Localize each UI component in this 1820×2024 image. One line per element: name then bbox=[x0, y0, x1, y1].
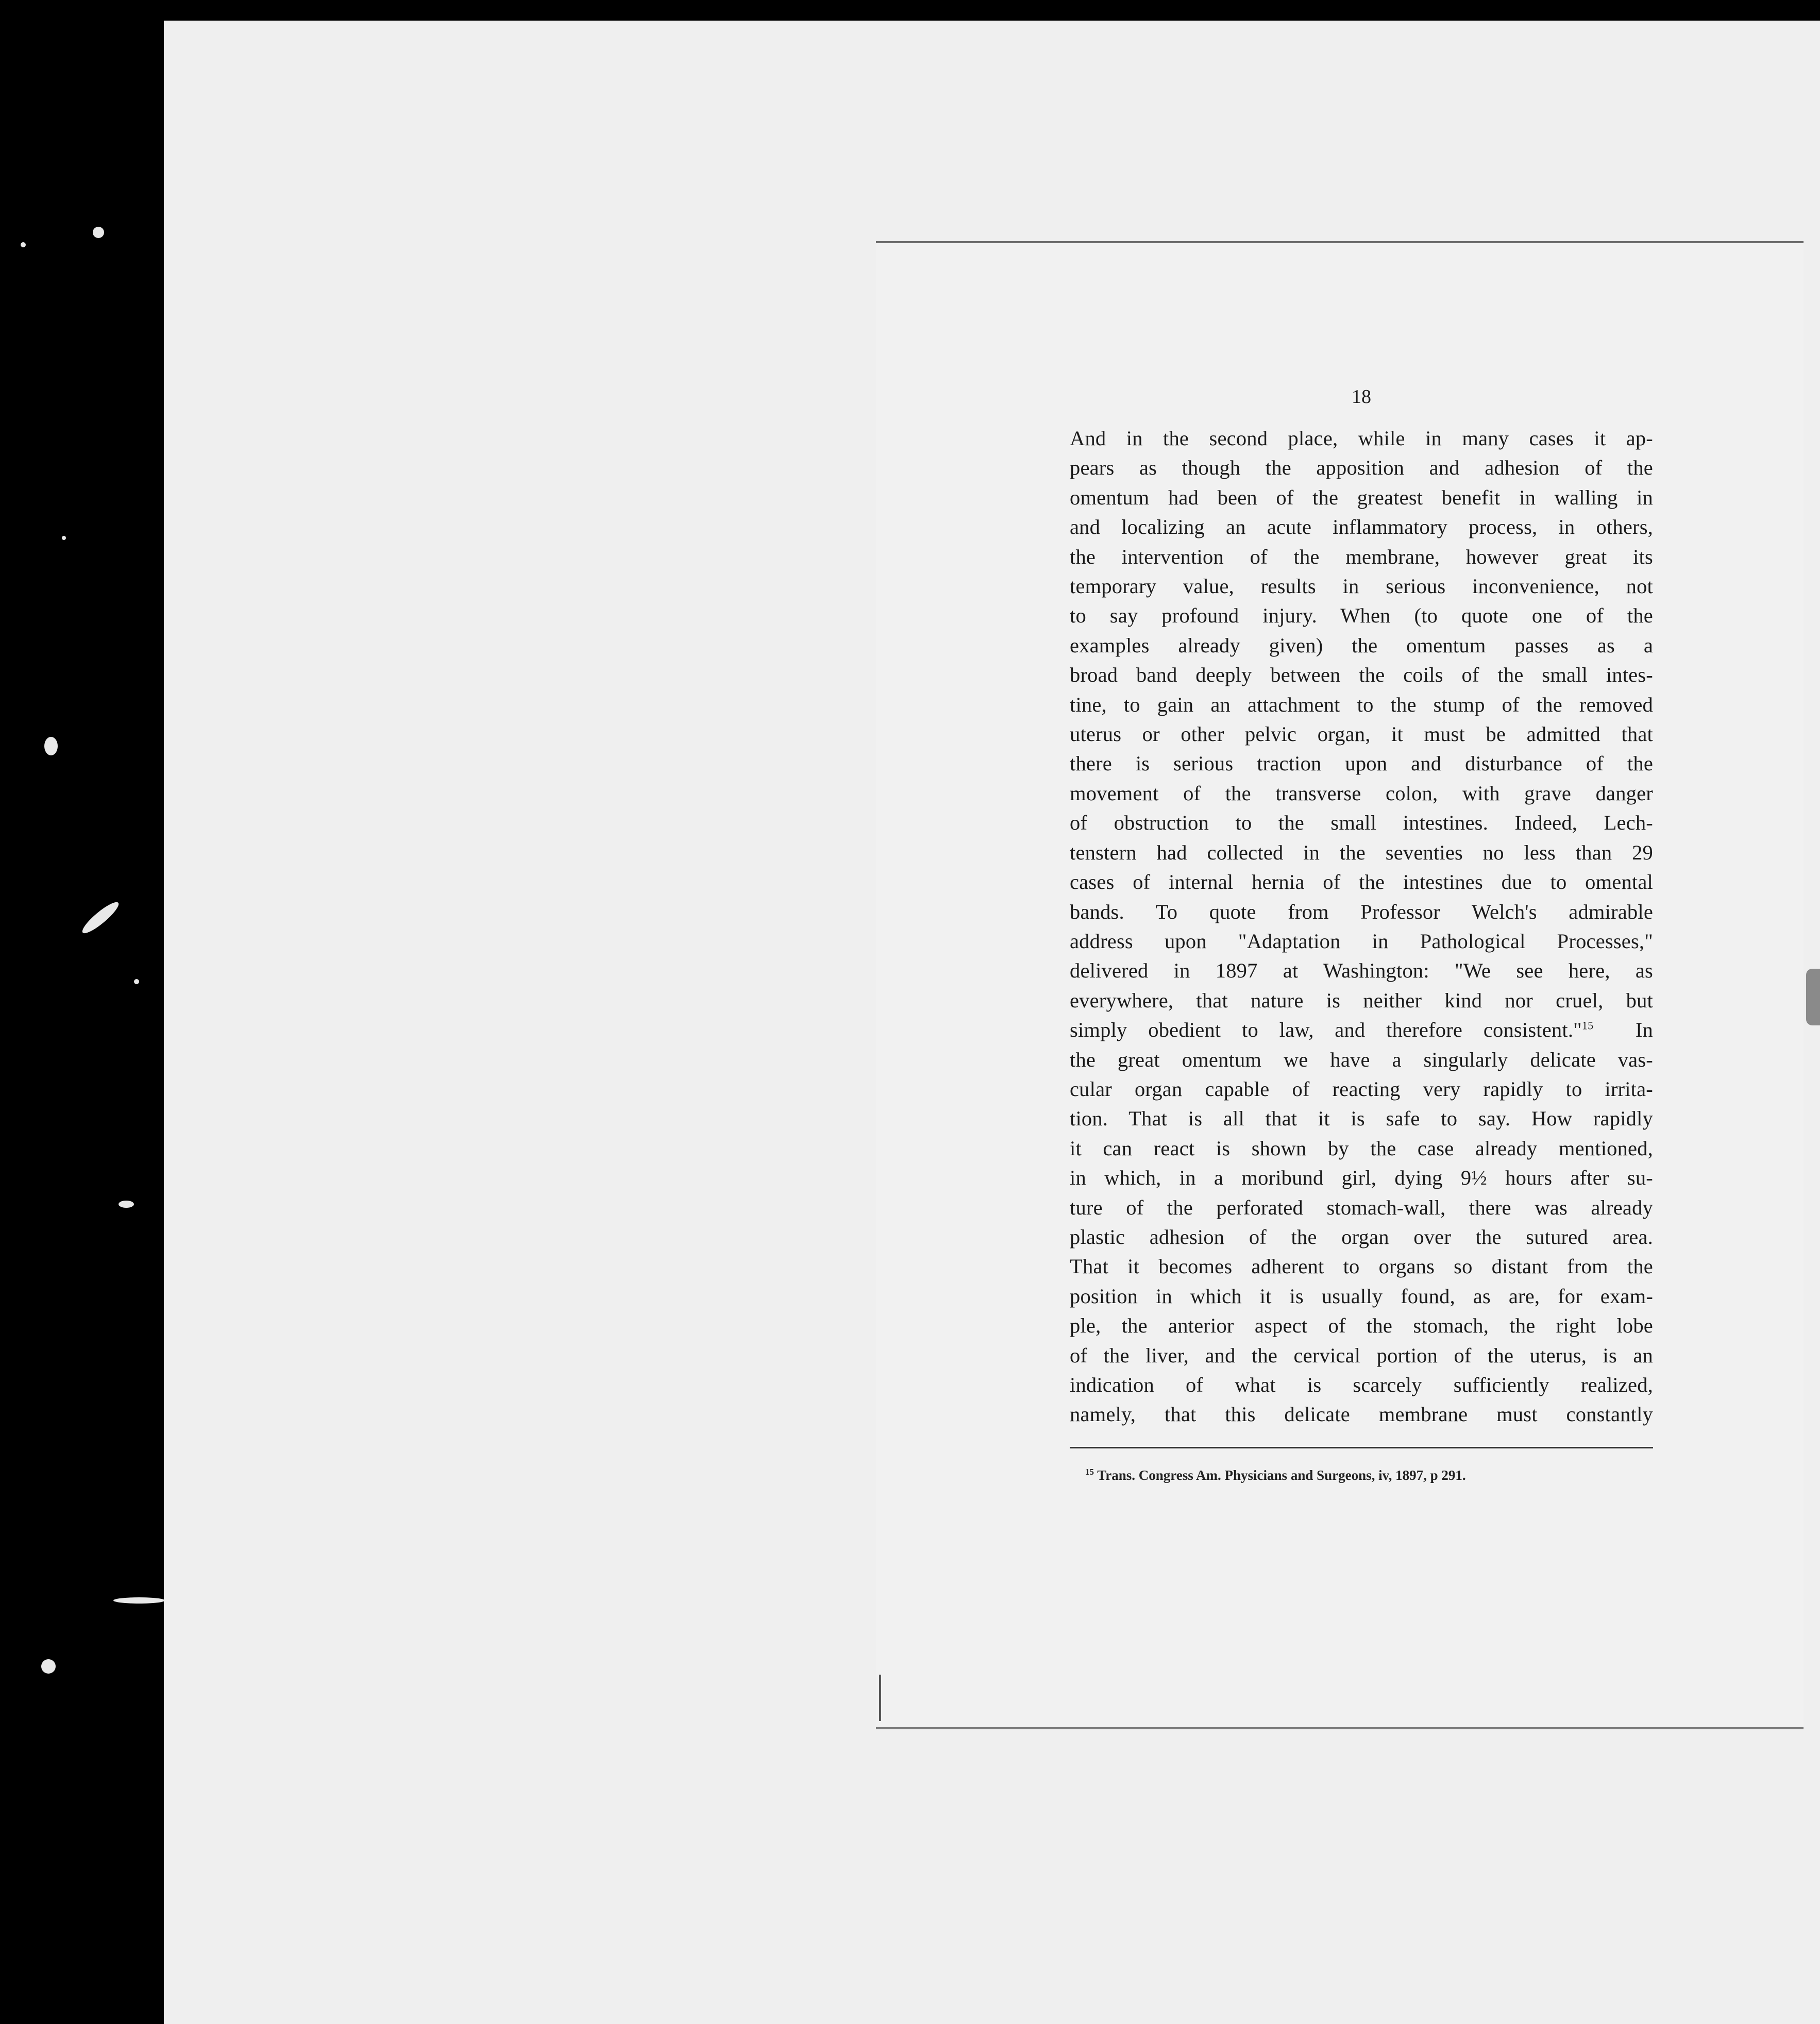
text-line: cular organ capable of reacting very rapidly to irrita- bbox=[1070, 1077, 1653, 1101]
text-line: uterus or other pelvic organ, it must be admitted that bbox=[1070, 722, 1653, 746]
text-line: namely, that this delicate membrane must constantly bbox=[1070, 1403, 1653, 1426]
text-line: it can react is shown by the case already mentioned, bbox=[1070, 1136, 1653, 1160]
footnote-text: Trans. Congress Am. Physicians and Surgeons, iv, 1897, p 291. bbox=[1097, 1467, 1466, 1483]
text-line: and localizing an acute inflammatory process, in others, bbox=[1070, 515, 1653, 539]
film-speck bbox=[62, 536, 66, 540]
text-line: temporary value, results in serious inconvenience, not bbox=[1070, 575, 1653, 598]
text-line-with-reference bbox=[1070, 1015, 1653, 1044]
text-line: pears as though the apposition and adhesion of the bbox=[1070, 456, 1653, 480]
text-line: omentum had been of the greatest benefit in walling in bbox=[1070, 485, 1653, 509]
text-line: in which, in a moribund girl, dying 9½ hours after su- bbox=[1070, 1166, 1653, 1190]
footnote bbox=[1070, 1465, 1653, 1486]
scan-shadow bbox=[1806, 969, 1820, 1025]
text-line: indication of what is scarcely sufficiently realized, bbox=[1070, 1373, 1653, 1396]
footnote-reference: 15 bbox=[1581, 1019, 1594, 1032]
body-text bbox=[1070, 424, 1653, 1429]
text-line: examples already given) the omentum passes as a bbox=[1070, 633, 1653, 657]
film-speck bbox=[113, 1597, 165, 1604]
text-line: cases of internal hernia of the intestines due to omental bbox=[1070, 870, 1653, 894]
film-speck bbox=[79, 899, 122, 937]
footnote-divider bbox=[1070, 1447, 1653, 1448]
text-line: of the liver, and the cervical portion of the uterus, is an bbox=[1070, 1343, 1653, 1367]
text-line: plastic adhesion of the organ over the sutured area. bbox=[1070, 1225, 1653, 1249]
footnote-number: 15 bbox=[1085, 1466, 1094, 1477]
text-line: ple, the anterior aspect of the stomach, the right lobe bbox=[1070, 1314, 1653, 1338]
text-line-tail: In bbox=[1635, 1018, 1654, 1042]
page-number: 18 bbox=[1352, 386, 1371, 408]
text-line: position in which it is usually found, as are, for exam- bbox=[1070, 1284, 1653, 1308]
text-line: to say profound injury. When (to quote one of the bbox=[1070, 604, 1653, 628]
text-line: there is serious traction upon and disturbance of the bbox=[1070, 752, 1653, 775]
leaf-edge-mark bbox=[879, 1675, 881, 1721]
film-speck bbox=[41, 1659, 56, 1674]
text-line: everywhere, that nature is neither kind nor cruel, but bbox=[1070, 988, 1653, 1012]
text-line: of obstruction to the small intestines. Indeed, Lech- bbox=[1070, 811, 1653, 835]
text-line: bands. To quote from Professor Welch's admirable bbox=[1070, 900, 1653, 923]
film-speck bbox=[44, 737, 58, 755]
text-line: tenstern had collected in the seventies no less than 29 bbox=[1070, 840, 1653, 864]
text-line: the great omentum we have a singularly delicate vas- bbox=[1070, 1048, 1653, 1071]
text-line: delivered in 1897 at Washington: "We see here, as bbox=[1070, 959, 1653, 983]
text-line: movement of the transverse colon, with grave danger bbox=[1070, 781, 1653, 805]
text-line: That it becomes adherent to organs so distant from the bbox=[1070, 1255, 1653, 1278]
film-speck bbox=[21, 242, 26, 247]
text-line: ture of the perforated stomach-wall, there was already bbox=[1070, 1195, 1653, 1219]
text-line: And in the second place, while in many cases it ap- bbox=[1070, 427, 1653, 450]
text-line: the intervention of the membrane, however great its bbox=[1070, 545, 1653, 568]
text-line: tine, to gain an attachment to the stump of the removed bbox=[1070, 693, 1653, 716]
text-line: address upon "Adaptation in Pathological Processes," bbox=[1070, 929, 1653, 953]
text-line: simply obedient to law, and therefore consistent." bbox=[1070, 1018, 1582, 1042]
film-speck bbox=[134, 979, 139, 984]
text-line: broad band deeply between the coils of the small intes- bbox=[1070, 663, 1653, 687]
film-speck bbox=[119, 1201, 134, 1208]
page-text-block bbox=[1070, 381, 1653, 1486]
film-speck bbox=[93, 227, 104, 238]
text-line: tion. That is all that it is safe to say. How rapidly bbox=[1070, 1107, 1653, 1131]
